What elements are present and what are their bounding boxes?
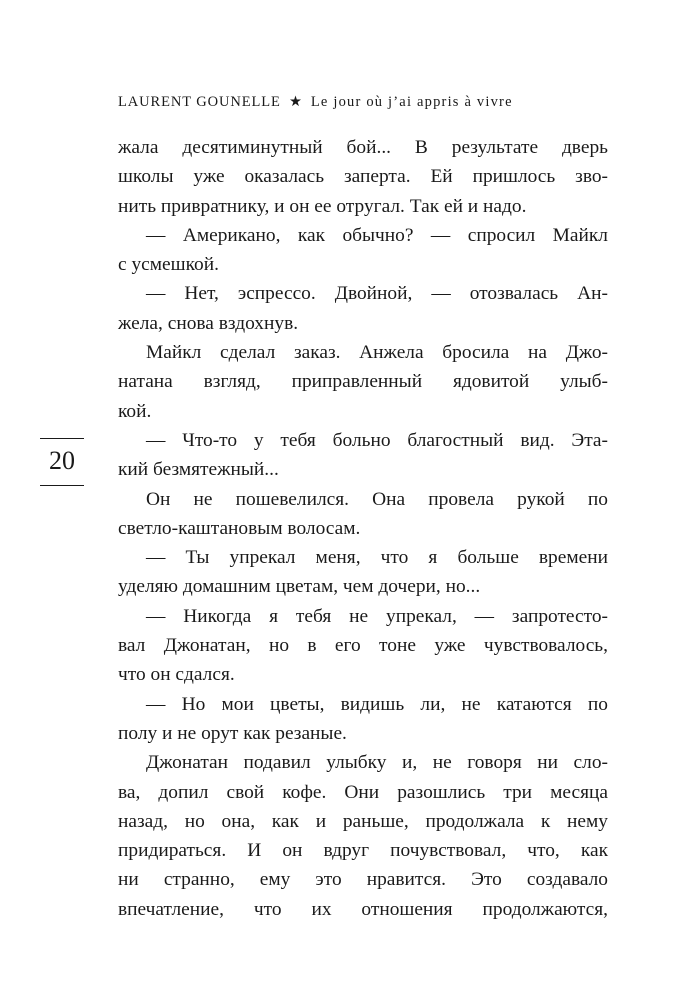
body-text [118, 133, 608, 924]
text-line: придираться. И он вдруг почувствовал, что, как [118, 840, 608, 862]
text-line: — Но мои цветы, видишь ли, не катаются по [146, 693, 608, 715]
text-line: — Американо, как обычно? — спросил Майкл [146, 224, 608, 246]
page-number: 20 [49, 446, 75, 475]
text-line: — Никогда я тебя не упрекал, — запротесто- [146, 605, 608, 627]
text-line: ва, допил свой кофе. Они разошлись три месяца [118, 781, 608, 803]
text-line: назад, но она, как и раньше, продолжала к нему [118, 810, 608, 832]
text-line: ни странно, ему это нравится. Это создавало [118, 869, 608, 891]
header-book-title: Le jour où j’ai appris à vivre [310, 94, 513, 110]
text-line: уделяю домашним цветам, чем дочери, но... [118, 576, 481, 598]
header-author: LAURENT GOUNELLE [118, 94, 281, 110]
star-icon: ★ [288, 94, 303, 110]
text-line: что он сдался. [118, 664, 235, 686]
text-line: впечатление, что их отношения продолжаются, [118, 898, 608, 920]
text-line: вал Джонатан, но в его тоне уже чувствовалось, [118, 635, 608, 657]
text-line: жала десятиминутный бой... В результате дверь [118, 137, 608, 158]
text-line: — Что-то у тебя больно благостный вид. Эта- [146, 429, 608, 451]
text-line: нить привратнику, и он ее отругал. Так ей и надо. [118, 195, 527, 217]
text-line: кий безмятежный... [118, 459, 279, 481]
text-line: Он не пошевелился. Она провела рукой по [146, 488, 608, 510]
text-line: полу и не орут как резаные. [118, 722, 347, 744]
text-line: с усмешкой. [118, 254, 219, 276]
text-line: светло-каштановым волосам. [118, 517, 361, 539]
text-line: — Ты упрекал меня, что я больше времени [146, 547, 608, 569]
text-line: Майкл сделал заказ. Анжела бросила на Джо- [146, 342, 608, 364]
text-line: школы уже оказалась заперта. Ей пришлось зво- [118, 166, 608, 188]
bottom-rule [40, 485, 84, 486]
text-line: жела, снова вздохнув. [118, 312, 299, 334]
text-line: кой. [118, 400, 152, 422]
text-line: — Нет, эспрессо. Двойной, — отозвалась Ан- [146, 283, 608, 305]
text-line: натана взгляд, приправленный ядовитой улыб- [118, 371, 608, 393]
page-number-block [40, 438, 84, 486]
running-head [118, 94, 608, 111]
text-line: Джонатан подавил улыбку и, не говоря ни сло- [146, 752, 608, 774]
